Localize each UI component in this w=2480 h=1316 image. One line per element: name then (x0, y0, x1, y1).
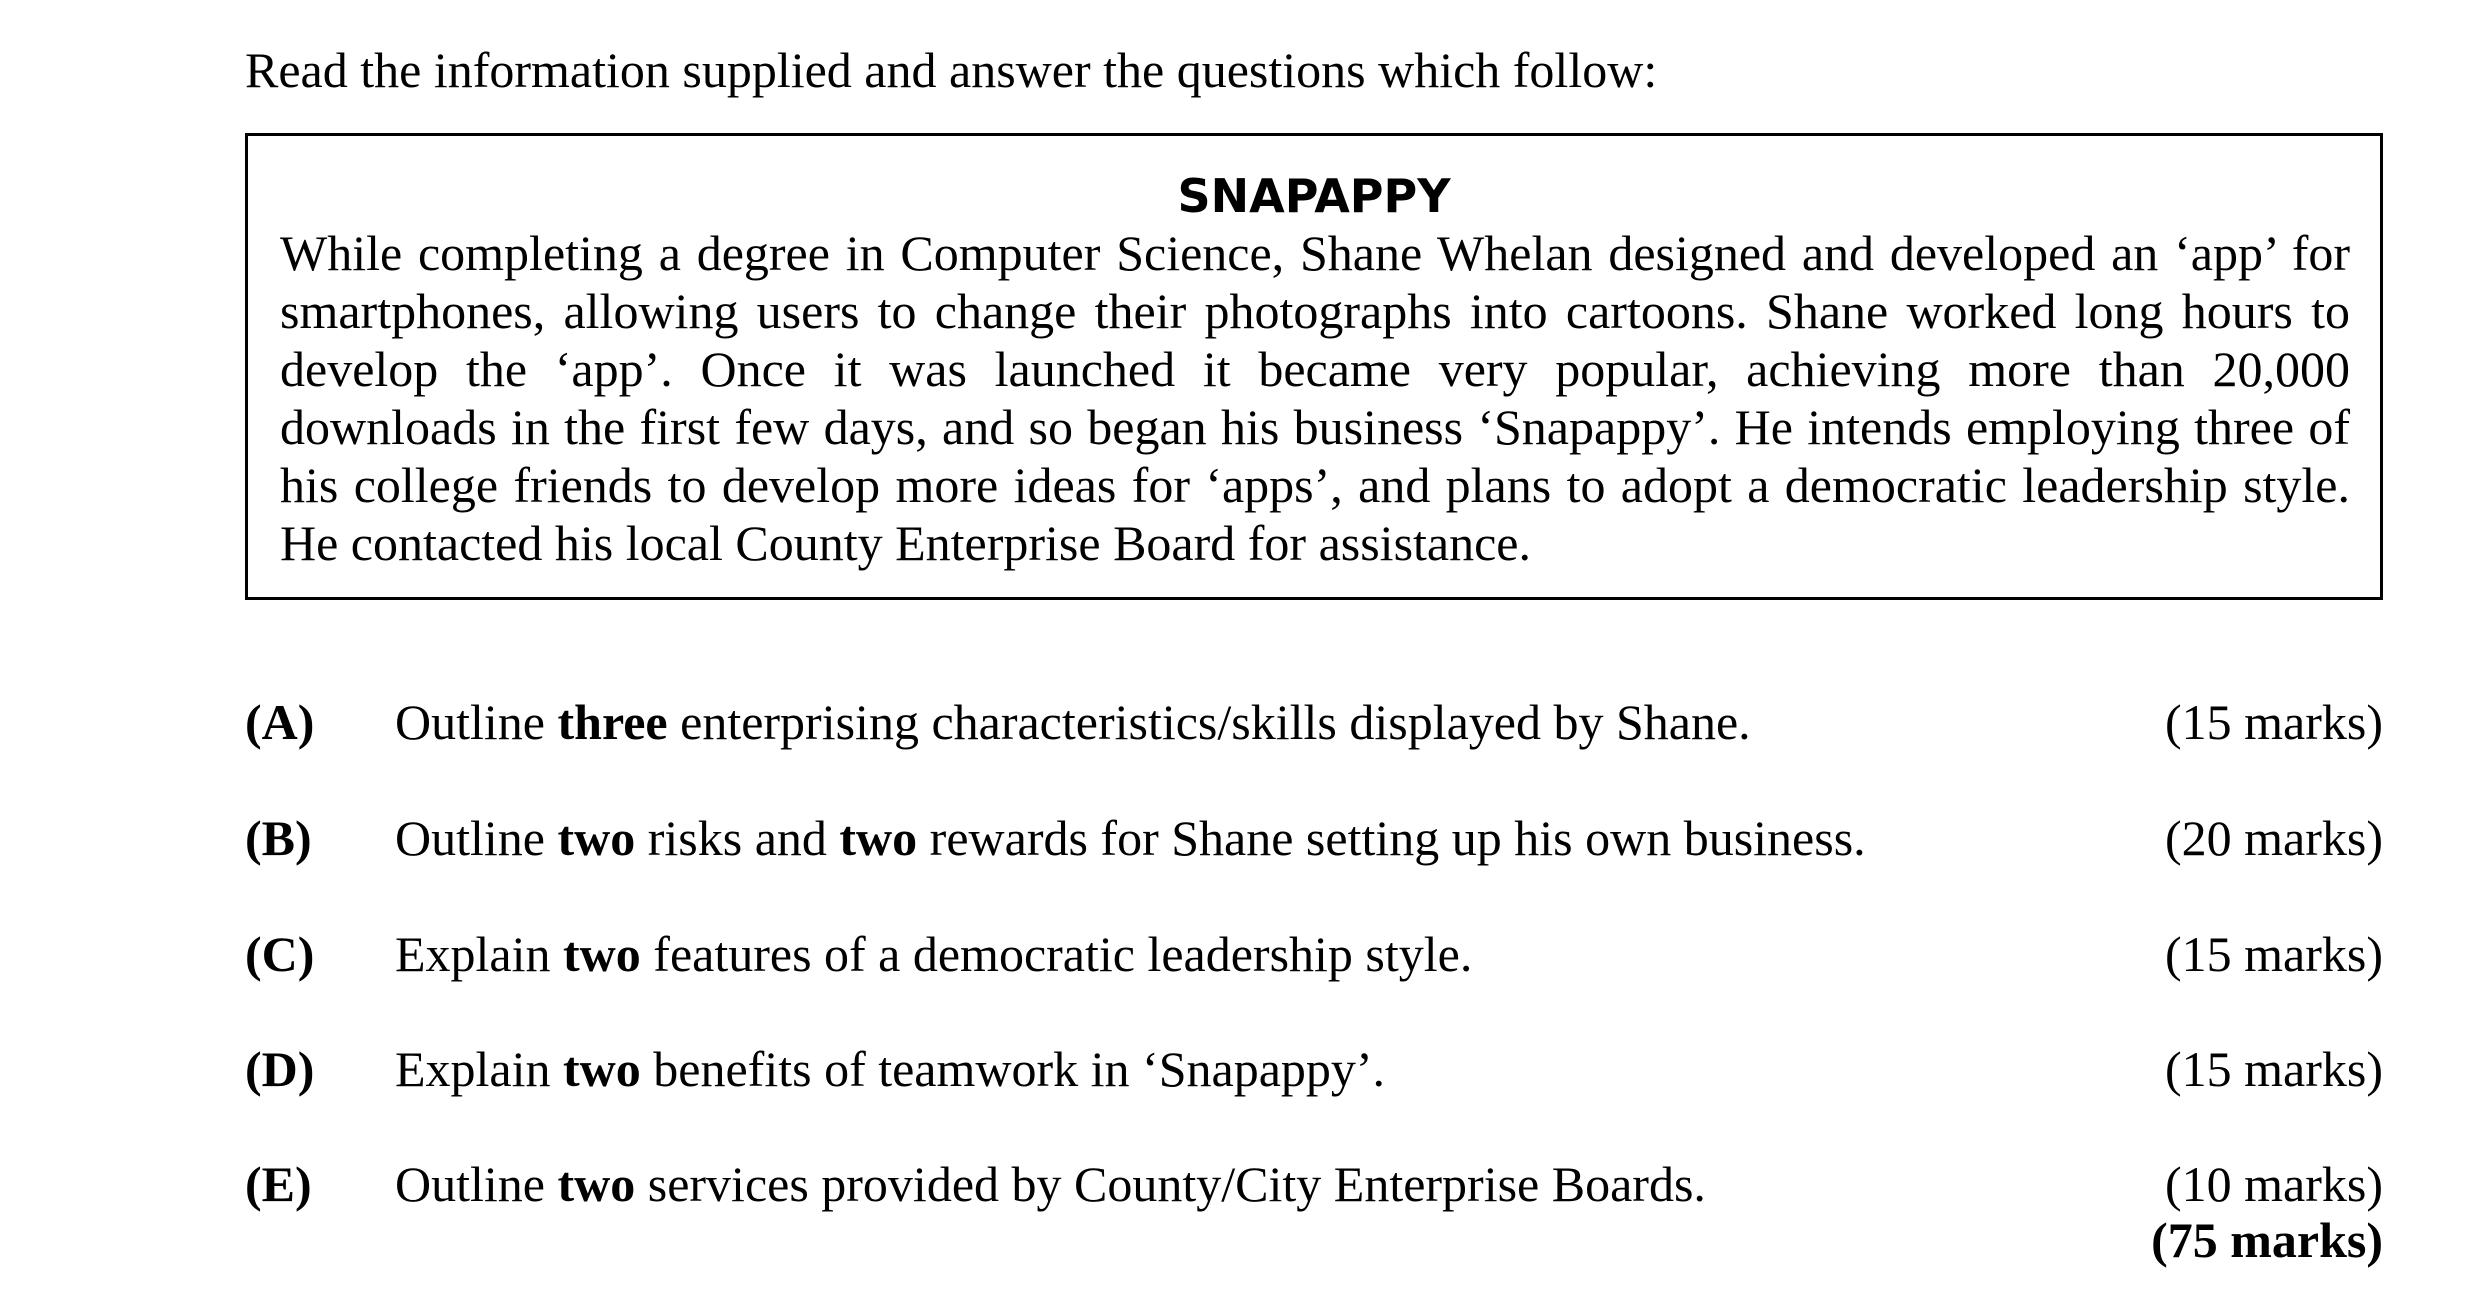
case-study-line: develop the ‘app’. Once it was launched it became very popular, achieving more than 20,000 (280, 341, 2350, 397)
case-study-line: his college friends to develop more ideas for ‘apps’, and plans to adopt a democratic leadership style. (280, 457, 2350, 513)
question-marks: (15 marks) (2165, 694, 2383, 750)
question-marks: (20 marks) (2165, 810, 2383, 866)
case-study-line: While completing a degree in Computer Science, Shane Whelan designed and developed an ‘app’ for (280, 225, 2350, 281)
instructions-text: Read the information supplied and answer the questions which follow: (245, 42, 1658, 98)
question-letter: (B) (245, 810, 312, 866)
question-text: Explain two features of a democratic leadership style. (395, 926, 1473, 982)
case-study-line: He contacted his local County Enterprise Board for assistance. (280, 515, 1532, 571)
question-text: Outline two services provided by County/City Enterprise Boards. (395, 1156, 1706, 1212)
question-marks: (15 marks) (2165, 1041, 2383, 1097)
case-study-line: smartphones, allowing users to change their photographs into cartoons. Shane worked long hours to (280, 283, 2350, 339)
question-letter: (C) (245, 926, 315, 982)
question-a (245, 690, 2383, 754)
question-e (245, 1152, 2383, 1216)
question-text: Outline three enterprising characteristics/skills displayed by Shane. (395, 694, 1751, 750)
case-study-title: SNAPAPPY (1177, 169, 1451, 223)
question-c (245, 922, 2383, 986)
question-d (245, 1037, 2383, 1101)
question-marks: (10 marks) (2165, 1156, 2383, 1212)
question-marks: (15 marks) (2165, 926, 2383, 982)
case-study-box (245, 133, 2383, 600)
total-marks: (75 marks) (2151, 1212, 2383, 1268)
question-text: Explain two benefits of teamwork in ‘Snapappy’. (395, 1041, 1386, 1097)
question-text: Outline two risks and two rewards for Shane setting up his own business. (395, 810, 1866, 866)
question-b (245, 806, 2383, 870)
question-letter: (D) (245, 1041, 315, 1097)
question-letter: (A) (245, 694, 315, 750)
question-letter: (E) (245, 1156, 312, 1212)
case-study-line: downloads in the first few days, and so began his business ‘Snapappy’. He intends employing three of (280, 399, 2350, 455)
